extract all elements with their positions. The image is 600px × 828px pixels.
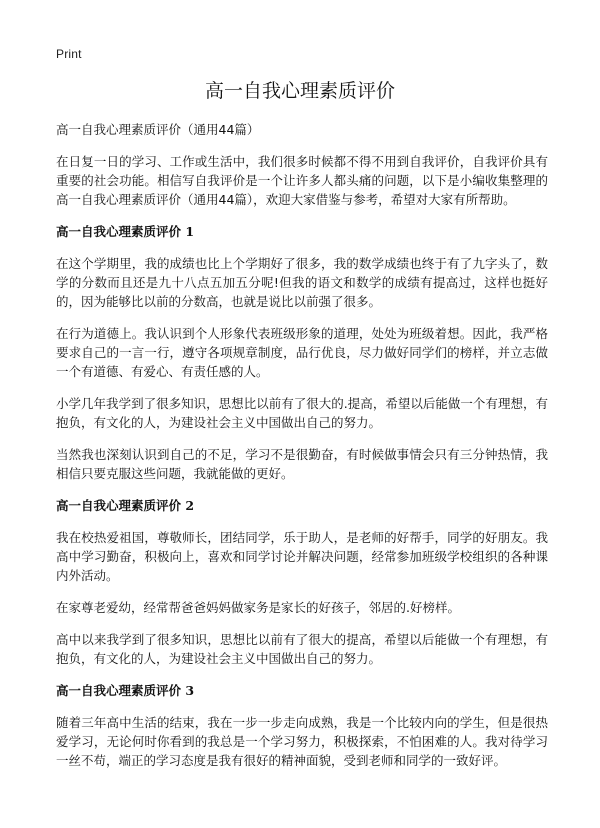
print-link[interactable]: Print bbox=[56, 47, 82, 61]
section-2-paragraph-2: 在家尊老爱幼，经常帮爸爸妈妈做家务是家长的好孩子，邻居的.好榜样。 bbox=[56, 600, 460, 615]
section-heading-2: 高一自我心理素质评价 2 bbox=[56, 498, 195, 513]
article-body bbox=[56, 120, 548, 783]
section-heading-3: 高一自我心理素质评价 3 bbox=[56, 683, 195, 698]
section-1-paragraph-3: 小学几年我学到了很多知识，思想比以前有了很大的.提高，希望以后能做一个有理想，有抱负，有文化的人，为建设社会主义中国做出自己的努力。 bbox=[56, 396, 548, 430]
section-3-paragraph-1: 随着三年高中生活的结束，我在一步一步走向成熟，我是一个比较内向的学生，但是很热爱学习，无论何时你看到的我总是一个学习努力，积极探索，不怕困难的人。我对待学习一丝不苟，端正的学习态度是我有很好的精神面貌，受到老师和同学的一致好评。 bbox=[56, 715, 548, 768]
section-1-paragraph-4: 当然我也深刻认识到自己的不足，学习不是很勤奋，有时候做事情会只有三分钟热情，我相信只要克服这些问题，我就能做的更好。 bbox=[56, 447, 548, 481]
section-1-paragraph-1: 在这个学期里，我的成绩也比上个学期好了很多，我的数学成绩也终于有了九字头了，数学的分数而且还是九十八点五加五分呢!但我的语文和数学的成绩有提高过，这样也挺好的，因为能够比以前的分数高，也就是说比以前强了很多。 bbox=[56, 256, 548, 309]
article-subtitle: 高一自我心理素质评价（通用44篇） bbox=[56, 122, 260, 137]
section-1-paragraph-2: 在行为道德上。我认识到个人形象代表班级形象的道理，处处为班级着想。因此，我严格要求自己的一言一行，遵守各项规章制度，品行优良，尽力做好同学们的榜样，并立志做一个有道德、有爱心、有责任感的人。 bbox=[56, 326, 548, 379]
section-heading-1: 高一自我心理素质评价 1 bbox=[56, 224, 195, 239]
page-title: 高一自我心理素质评价 bbox=[204, 80, 395, 102]
intro-paragraph: 在日复一日的学习、工作或生活中，我们很多时候都不得不用到自我评价，自我评价具有重要的社会功能。相信写自我评价是一个让许多人都头痛的问题，以下是小编收集整理的高一自我心理素质评价（通用44篇），欢迎大家借鉴与参考，希望对大家有所帮助。 bbox=[56, 154, 548, 207]
section-2-paragraph-1: 我在校热爱祖国，尊敬师长，团结同学，乐于助人，是老师的好帮手，同学的好朋友。我高中学习勤奋，积极向上，喜欢和同学讨论并解决问题，经常参加班级学校组织的各种课内外活动。 bbox=[56, 530, 548, 583]
section-2-paragraph-3: 高中以来我学到了很多知识，思想比以前有了很大的提高，希望以后能做一个有理想，有抱负，有文化的人，为建设社会主义中国做出自己的努力。 bbox=[56, 632, 548, 666]
